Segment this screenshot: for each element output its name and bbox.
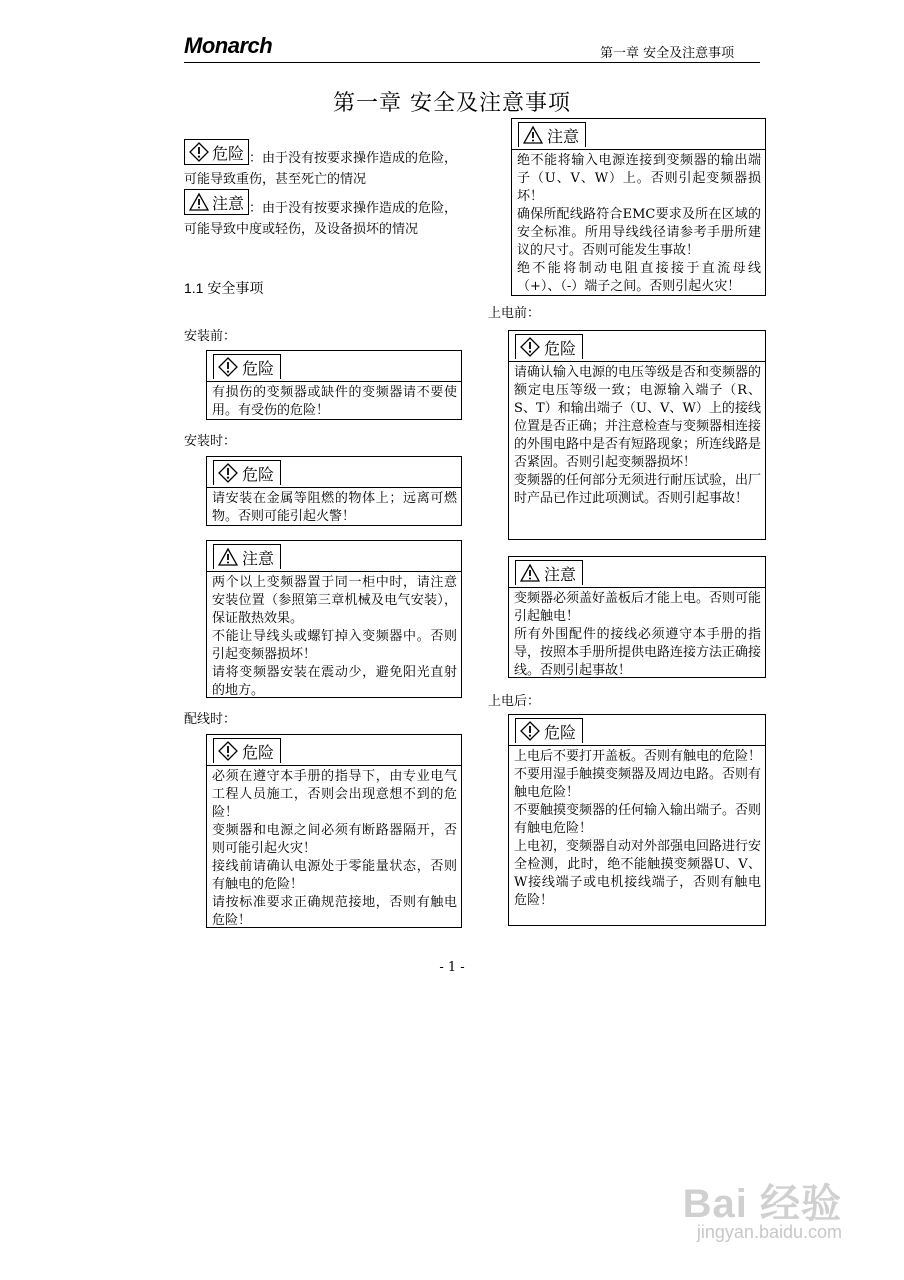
box-tag-label: 危险 bbox=[242, 742, 275, 762]
box-tag-label: 危险 bbox=[544, 722, 577, 742]
warning-box-power-before bbox=[508, 330, 766, 540]
box-tag-label: 注意 bbox=[547, 126, 580, 146]
box-line: 接线前请确认电源处于零能量状态，否则有触电的危险！ bbox=[212, 859, 457, 892]
legend-caution bbox=[184, 189, 460, 239]
caution-triangle-icon bbox=[189, 192, 209, 212]
box-line: 请将变频器安装在震动少，避免阳光直射的地方。 bbox=[212, 665, 457, 698]
box-header bbox=[207, 541, 461, 572]
box-body bbox=[512, 150, 765, 298]
box-body bbox=[207, 766, 461, 932]
label-install-during: 安装时： bbox=[184, 434, 237, 449]
box-body bbox=[207, 382, 461, 422]
caution-triangle-icon bbox=[218, 547, 238, 567]
watermark-url: jingyan.baidu.com bbox=[696, 1222, 842, 1242]
danger-diamond-icon bbox=[218, 357, 238, 377]
section-title: 1.1 安全事项 bbox=[184, 280, 264, 296]
box-body bbox=[509, 362, 765, 510]
header-rule bbox=[184, 62, 760, 63]
warning-box-power-after bbox=[508, 714, 766, 926]
legend-danger bbox=[184, 139, 460, 189]
danger-tag bbox=[213, 738, 281, 763]
box-header bbox=[207, 457, 461, 488]
caution-tag bbox=[515, 560, 583, 585]
box-tag-label: 危险 bbox=[242, 464, 275, 484]
danger-diamond-icon bbox=[520, 337, 540, 357]
box-line: 确保所配线路符合EMC要求及所在区域的安全标准。所用导线线径请参考手册所建议的尺寸。否则可能发生事故！ bbox=[517, 207, 761, 258]
box-header bbox=[509, 331, 765, 362]
caution-tag-label: 注意 bbox=[212, 193, 245, 213]
box-line: 请安装在金属等阻燃的物体上；远离可燃物。否则可能引起火警！ bbox=[212, 491, 457, 524]
box-header bbox=[509, 715, 765, 746]
box-body bbox=[207, 572, 461, 702]
box-line: 有损伤的变频器或缺件的变频器请不要使用。有受伤的危险！ bbox=[212, 385, 457, 418]
caution-triangle-icon bbox=[523, 125, 543, 145]
danger-diamond-icon bbox=[218, 463, 238, 483]
label-wiring: 配线时： bbox=[184, 712, 237, 727]
label-install-before: 安装前： bbox=[184, 329, 237, 344]
warning-box-power-caution bbox=[508, 556, 766, 678]
warning-box-wiring-caution bbox=[511, 118, 766, 296]
danger-diamond-icon bbox=[218, 741, 238, 761]
box-line: 变频器必须盖好盖板后才能上电。否则可能引起触电！ bbox=[514, 591, 762, 624]
box-line: 两个以上变频器置于同一柜中时，请注意安装位置（参照第三章机械及电气安装），保证散热效果。 bbox=[212, 575, 457, 626]
box-line: 变频器和电源之间必须有断路器隔开，否则可能引起火灾！ bbox=[212, 823, 457, 856]
danger-tag bbox=[515, 334, 583, 359]
box-line: 上电初，变频器自动对外部强电回路进行安全检测，此时，绝不能触摸变频器U、V、W接线端子或电机接线端子，否则有触电危险！ bbox=[514, 839, 762, 908]
chapter-title: 第一章 安全及注意事项 bbox=[333, 91, 571, 116]
box-tag-label: 危险 bbox=[544, 338, 577, 358]
box-tag-label: 注意 bbox=[242, 548, 275, 568]
danger-description: ：由于没有按要求操作造成的危险，可能导致重伤，甚至死亡的情况 bbox=[184, 151, 458, 187]
box-line: 绝不能将制动电阻直接接于直流母线（+）、（-）端子之间。否则引起火灾！ bbox=[517, 261, 761, 294]
box-line: 变频器的任何部分无须进行耐压试验，出厂时产品已作过此项测试。否则引起事故！ bbox=[514, 473, 762, 506]
watermark-logo: Bai 经验 bbox=[682, 1182, 842, 1226]
box-tag-label: 注意 bbox=[544, 564, 577, 584]
danger-tag bbox=[184, 139, 249, 165]
running-header: 第一章 安全及注意事项 bbox=[600, 46, 735, 61]
danger-diamond-icon bbox=[189, 142, 209, 162]
danger-tag bbox=[213, 354, 281, 379]
box-header bbox=[207, 735, 461, 766]
box-tag-label: 危险 bbox=[242, 358, 275, 378]
box-line: 所有外围配件的接线必须遵守本手册的指导，按照本手册所提供电路连接方法正确接线。否则引起事故！ bbox=[514, 627, 762, 678]
box-header bbox=[207, 351, 461, 382]
box-line: 不要用湿手触摸变频器及周边电路。否则有触电危险！ bbox=[514, 767, 762, 800]
box-header bbox=[509, 557, 765, 588]
caution-tag bbox=[184, 189, 249, 215]
danger-diamond-icon bbox=[520, 721, 540, 741]
page-number: - 1 - bbox=[439, 960, 465, 975]
warning-box-install-caution bbox=[206, 540, 462, 698]
box-header bbox=[512, 119, 765, 150]
box-body bbox=[207, 488, 461, 528]
box-body bbox=[509, 588, 765, 682]
brand-logo: Monarch bbox=[184, 33, 273, 58]
label-power-before: 上电前： bbox=[488, 306, 541, 321]
caution-tag bbox=[518, 122, 586, 147]
caution-triangle-icon bbox=[520, 563, 540, 583]
box-line: 不要触摸变频器的任何输入输出端子。否则有触电危险！ bbox=[514, 803, 762, 836]
caution-description: ：由于没有按要求操作造成的危险，可能导致中度或轻伤，及设备损坏的情况 bbox=[184, 201, 458, 237]
danger-tag bbox=[515, 718, 583, 743]
warning-box-install-danger bbox=[206, 456, 462, 526]
label-power-after: 上电后： bbox=[488, 694, 541, 709]
warning-box-install-before bbox=[206, 350, 462, 420]
caution-tag bbox=[213, 544, 281, 569]
box-line: 绝不能将输入电源连接到变频器的输出端子（U、V、W）上。否则引起变频器损坏！ bbox=[517, 153, 761, 204]
danger-tag-label: 危险 bbox=[212, 143, 245, 163]
box-line: 请按标准要求正确规范接地，否则有触电危险！ bbox=[212, 895, 457, 928]
box-line: 上电后不要打开盖板。否则有触电的危险！ bbox=[514, 749, 762, 764]
danger-tag bbox=[213, 460, 281, 485]
box-line: 请确认输入电源的电压等级是否和变频器的额定电压等级一致；电源输入端子（R、S、T）和输出端子（U、V、W）上的接线位置是否正确；并注意检查与变频器相连接的外围电路中是否有短路现象；所连线路是否紧固。否则引起变频器损坏！ bbox=[514, 365, 762, 470]
box-line: 不能让导线头或螺钉掉入变频器中。否则引起变频器损坏！ bbox=[212, 629, 457, 662]
warning-box-wiring bbox=[206, 734, 462, 928]
box-line: 必须在遵守本手册的指导下，由专业电气工程人员施工，否则会出现意想不到的危险！ bbox=[212, 769, 457, 820]
box-body bbox=[509, 746, 765, 912]
